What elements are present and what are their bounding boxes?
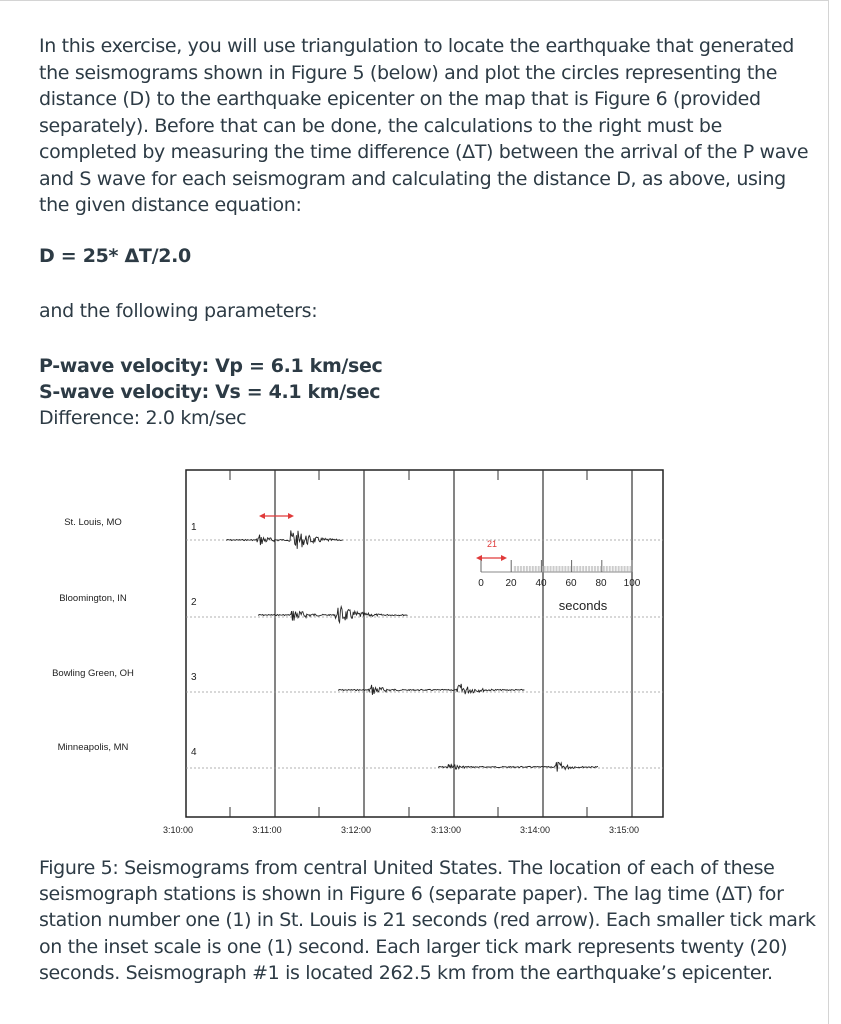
time-label: 3:15:00	[608, 825, 640, 835]
inset-unit-label: seconds	[558, 598, 608, 613]
velocity-difference: Difference: 2.0 km/sec	[39, 407, 247, 429]
time-label: 3:14:00	[519, 825, 551, 835]
bottom-ticks	[230, 807, 587, 817]
seismogram-trace-bowling-green	[338, 684, 524, 695]
inset-tick-label: 80	[595, 578, 607, 589]
parameters-block	[39, 353, 382, 431]
station-baselines	[186, 540, 663, 768]
seismogram-trace-bloomington	[258, 607, 408, 623]
time-label: 3:13:00	[430, 825, 462, 835]
top-ticks	[230, 470, 587, 480]
seismogram-plot	[38, 458, 679, 848]
figure-caption: Figure 5: Seismograms from central United States. The location of each of these seismograph stations is shown in Figure 6 (separate paper). The lag time (ΔT) for station number one (1) in St. Louis is 21 seconds (red arrow). Each smaller tick mark on the inset scale is one (1) second. Each larger tick mark represents twenty (20) seconds. Seismograph #1 is located 262.5 km from the earthquake’s epicenter.	[39, 857, 816, 984]
inset-scale	[476, 539, 641, 613]
station-number: 3	[191, 672, 197, 683]
time-label: 3:12:00	[340, 825, 372, 835]
distance-equation: D = 25* ΔT/2.0	[39, 245, 191, 267]
lag-arrow	[259, 513, 294, 519]
station-name: Bloomington, IN	[59, 593, 127, 604]
time-label: 3:11:00	[252, 825, 282, 835]
inset-tick-label: 100	[623, 578, 641, 589]
station-number: 2	[191, 597, 197, 608]
time-label: 3:10:00	[162, 825, 194, 835]
s-wave-velocity: S-wave velocity: Vs = 4.1 km/sec	[39, 381, 381, 403]
inset-tick-label: 40	[535, 578, 547, 589]
inset-tick-label: 60	[565, 578, 577, 589]
parameters-intro: and the following parameters:	[39, 300, 318, 322]
plot-frame	[186, 470, 663, 817]
inset-lag-arrowhead	[501, 555, 507, 561]
station-name: St. Louis, MO	[64, 517, 122, 528]
seismogram-figure	[38, 458, 679, 848]
intro-paragraph: In this exercise, you will use triangulation to locate the earthquake that generated the seismograms shown in Figure 5 (below) and plot the circles representing the distance (D) to the earthquake epicenter on the map that is Figure 6 (provided separately). Before that can be done, the calculations to the right must be completed by measuring the time difference (ΔT) between the arrival of the P wave and S wave for each seismogram and calculating the distance D, as above, using the given distance equation:	[39, 35, 809, 216]
right-divider	[828, 0, 829, 1024]
inset-tick-label: 0	[478, 578, 484, 589]
station-number: 4	[191, 747, 197, 758]
station-name: Bowling Green, OH	[52, 668, 134, 679]
station-number: 1	[191, 522, 197, 533]
station-name: Minneapolis, MN	[57, 742, 129, 753]
seismogram-trace-minneapolis	[438, 762, 598, 771]
inset-tick-label: 20	[505, 578, 517, 589]
lag-label: 21	[486, 539, 498, 549]
inset-minor-ticks	[514, 566, 630, 572]
top-divider	[0, 0, 828, 1]
p-wave-velocity: P-wave velocity: Vp = 6.1 km/sec	[39, 355, 383, 377]
